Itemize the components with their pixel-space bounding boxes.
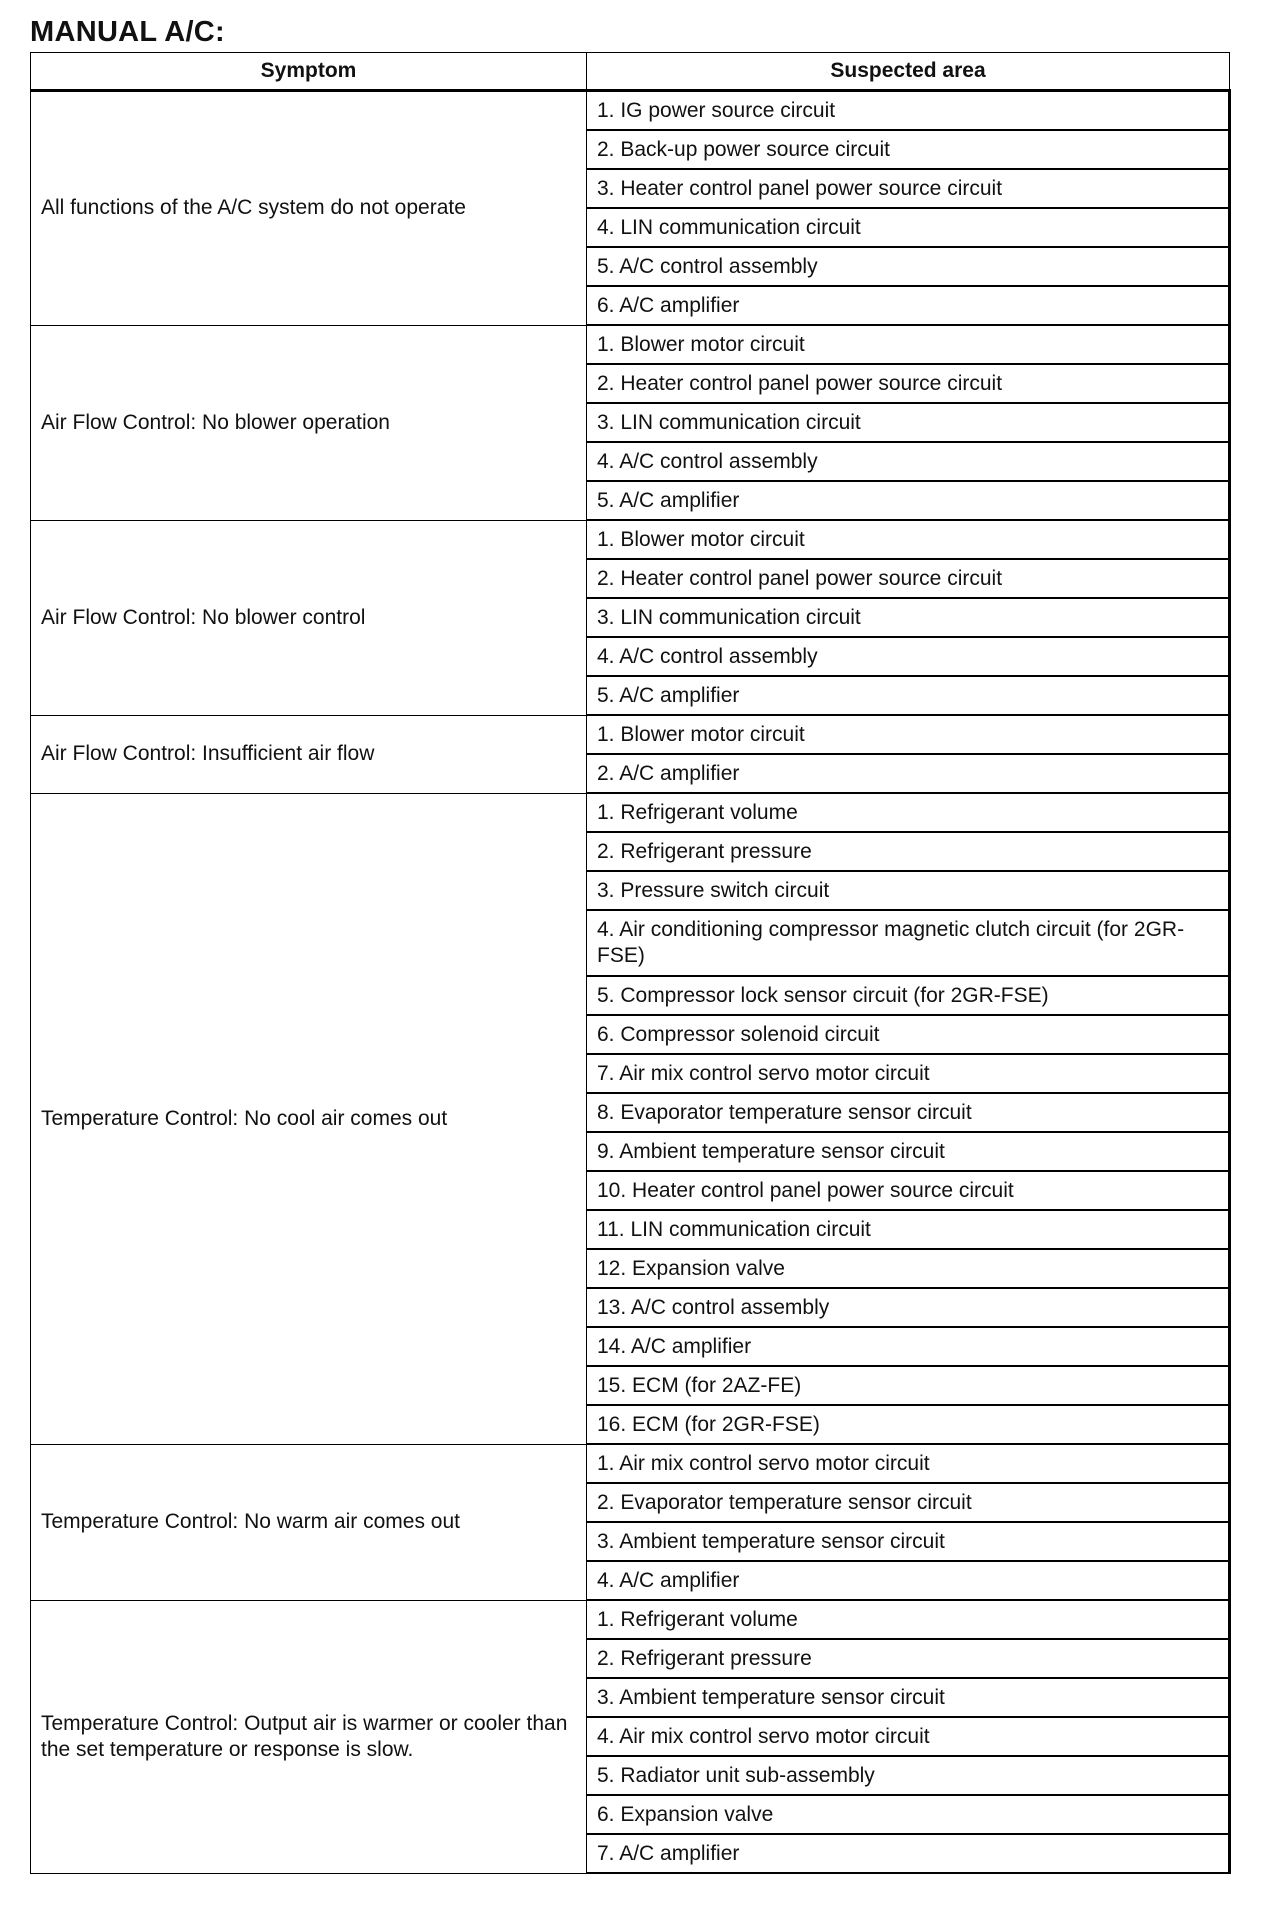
problem-symptoms-table <box>30 52 1231 1874</box>
suspected-area-cell: 10. Heater control panel power source circuit <box>587 1171 1230 1210</box>
document-page <box>30 12 1230 1874</box>
suspected-area-cell: 4. A/C amplifier <box>587 1561 1230 1600</box>
suspected-area-cell: 3. Ambient temperature sensor circuit <box>587 1522 1230 1561</box>
suspected-area-cell: 3. Heater control panel power source circuit <box>587 169 1230 208</box>
suspected-area-cell: 16. ECM (for 2GR-FSE) <box>587 1405 1230 1444</box>
table-row <box>31 91 1230 131</box>
suspected-area-cell: 1. Refrigerant volume <box>587 793 1230 832</box>
suspected-area-cell: 11. LIN communication circuit <box>587 1210 1230 1249</box>
suspected-area-cell: 1. IG power source circuit <box>587 91 1230 131</box>
suspected-area-cell: 5. A/C control assembly <box>587 247 1230 286</box>
table-body <box>31 91 1230 1874</box>
suspected-area-cell: 3. Ambient temperature sensor circuit <box>587 1678 1230 1717</box>
suspected-area-cell: 4. A/C control assembly <box>587 637 1230 676</box>
suspected-area-cell: 6. Expansion valve <box>587 1795 1230 1834</box>
table-row <box>31 1600 1230 1639</box>
symptom-cell: Temperature Control: No warm air comes out <box>31 1444 587 1600</box>
table-header-row <box>31 53 1230 91</box>
table-row <box>31 715 1230 754</box>
suspected-area-cell: 15. ECM (for 2AZ-FE) <box>587 1366 1230 1405</box>
suspected-area-cell: 3. Pressure switch circuit <box>587 871 1230 910</box>
suspected-area-cell: 4. LIN communication circuit <box>587 208 1230 247</box>
symptom-cell: Air Flow Control: No blower control <box>31 520 587 715</box>
symptom-cell: Temperature Control: No cool air comes out <box>31 793 587 1444</box>
suspected-area-cell: 5. A/C amplifier <box>587 481 1230 520</box>
table-row <box>31 520 1230 559</box>
suspected-area-cell: 2. Back-up power source circuit <box>587 130 1230 169</box>
suspected-area-cell: 2. Heater control panel power source circuit <box>587 364 1230 403</box>
table-row <box>31 325 1230 364</box>
suspected-area-column-header: Suspected area <box>587 53 1230 91</box>
suspected-area-cell: 14. A/C amplifier <box>587 1327 1230 1366</box>
suspected-area-cell: 13. A/C control assembly <box>587 1288 1230 1327</box>
suspected-area-cell: 4. A/C control assembly <box>587 442 1230 481</box>
suspected-area-cell: 5. Radiator unit sub-assembly <box>587 1756 1230 1795</box>
suspected-area-cell: 1. Refrigerant volume <box>587 1600 1230 1639</box>
suspected-area-cell: 6. A/C amplifier <box>587 286 1230 325</box>
table-row <box>31 793 1230 832</box>
suspected-area-cell: 1. Blower motor circuit <box>587 715 1230 754</box>
suspected-area-cell: 8. Evaporator temperature sensor circuit <box>587 1093 1230 1132</box>
symptom-cell: Temperature Control: Output air is warmer or cooler than the set temperature or response is slow. <box>31 1600 587 1873</box>
suspected-area-cell: 4. Air mix control servo motor circuit <box>587 1717 1230 1756</box>
suspected-area-cell: 5. A/C amplifier <box>587 676 1230 715</box>
table-row <box>31 1444 1230 1483</box>
symptom-cell: Air Flow Control: No blower operation <box>31 325 587 520</box>
suspected-area-cell: 3. LIN communication circuit <box>587 598 1230 637</box>
suspected-area-cell: 2. Refrigerant pressure <box>587 1639 1230 1678</box>
suspected-area-cell: 4. Air conditioning compressor magnetic clutch circuit (for 2GR-FSE) <box>587 910 1230 976</box>
suspected-area-cell: 9. Ambient temperature sensor circuit <box>587 1132 1230 1171</box>
symptom-cell: Air Flow Control: Insufficient air flow <box>31 715 587 793</box>
suspected-area-cell: 12. Expansion valve <box>587 1249 1230 1288</box>
suspected-area-cell: 5. Compressor lock sensor circuit (for 2GR-FSE) <box>587 976 1230 1015</box>
symptom-cell: All functions of the A/C system do not operate <box>31 91 587 326</box>
suspected-area-cell: 6. Compressor solenoid circuit <box>587 1015 1230 1054</box>
suspected-area-cell: 2. Evaporator temperature sensor circuit <box>587 1483 1230 1522</box>
suspected-area-cell: 3. LIN communication circuit <box>587 403 1230 442</box>
symptom-column-header: Symptom <box>31 53 587 91</box>
suspected-area-cell: 7. A/C amplifier <box>587 1834 1230 1873</box>
suspected-area-cell: 1. Blower motor circuit <box>587 325 1230 364</box>
suspected-area-cell: 2. A/C amplifier <box>587 754 1230 793</box>
page-title: MANUAL A/C: <box>30 16 226 48</box>
suspected-area-cell: 2. Refrigerant pressure <box>587 832 1230 871</box>
suspected-area-cell: 7. Air mix control servo motor circuit <box>587 1054 1230 1093</box>
suspected-area-cell: 1. Blower motor circuit <box>587 520 1230 559</box>
suspected-area-cell: 2. Heater control panel power source circuit <box>587 559 1230 598</box>
suspected-area-cell: 1. Air mix control servo motor circuit <box>587 1444 1230 1483</box>
